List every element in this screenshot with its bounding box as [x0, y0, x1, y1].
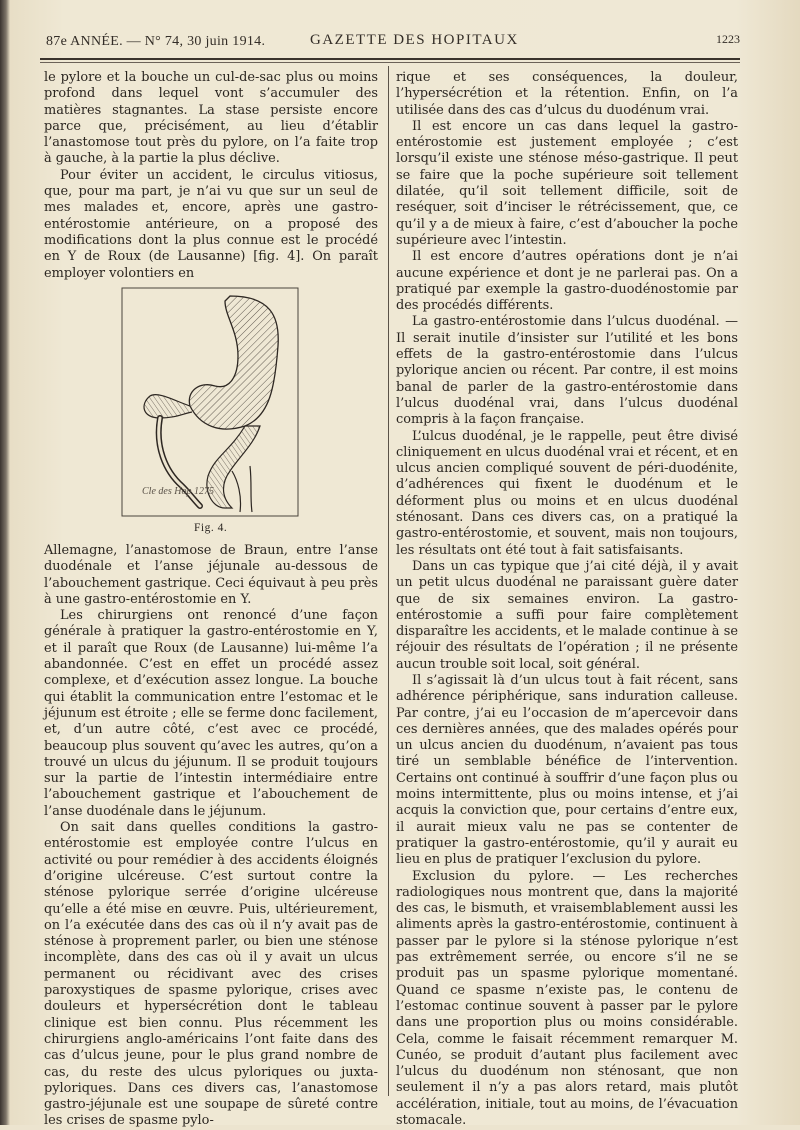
header-rule: [40, 58, 740, 60]
paragraph: Pour éviter un accident, le circulus vitiosus, que, pour ma part, je n’ai vu que sur un seul de mes malades et, encore, après une gastro-entérostomie antérieure, on a proposé des modifications dont la plus connue est le procédé en Y de Roux (de Lausanne) [fig. 4]. On paraît employer volontiers en: [44, 167, 378, 281]
figure-caption: Fig. 4.: [194, 522, 228, 534]
paragraph: L’ulcus duodénal, je le rappelle, peut être divisé cliniquement en ulcus duodénal vrai et récent, et en ulcus ancien compliqué souvent de péri-duodénite, d’adhérences qui fixent le duodénum et le déforment plus ou moins et en ulcus duodénal sténosant. Dans ces divers cas, on a pratiqué la gastro-entérostomie, et souvent, mais non toujours, les résultats ont été tout à fait satisfaisants.: [396, 428, 739, 558]
paragraph: Il est encore d’autres opérations dont je n’ai aucune expérience et dont je ne parlerai pas. On a pratiqué par exemple la gastro-duodénostomie par des procédés différents.: [396, 249, 738, 314]
column-separator: [388, 66, 389, 1096]
issue-line: 87e ANNÉE. — N° 74, 30 juin 1914.: [46, 34, 266, 49]
header-rule-thin: [40, 62, 740, 63]
stomach-roux-y-diagram: [120, 286, 300, 518]
section-paragraph: Exclusion du pylore. — Les recherches radiologiques nous montrent que, dans la majorité des cas, le bismuth, et vraisemblablement aussi les aliments après la gastro-entérostomie, continuent à passer par le pylore si la sténose pylorique n’est pas extrêmement serrée, ou encore s’il ne se produit pas un spasme pylorique momentané. Quand ce spasme n’existe pas, le contenu de l’estomac continue souvent à passer par le pylore dans une proportion plus ou moins considérable. Cela, comme le faisait récemment remarquer M. Cunéo, se produit d’autant plus facilement avec l’ulcus du duodénum non sténosant, que non seulement il n’y a pas alors retard, mais plutôt accélération, initiale, tout au moins, de l’évacuation stomacale.: [396, 868, 738, 1128]
paragraph: Allemagne, l’anastomose de Braun, entre l’anse duodénale et l’anse jéjunale au-dessous de l’abouchement gastrique. Ceci équivaut à peu près à une gastro-entérostomie en Y.: [44, 543, 378, 607]
section-paragraph: La gastro-entérostomie dans l’ulcus duodénal. — Il serait inutile d’insister sur l’utilité et les bons effets de la gastro-entérostomie dans l’ulcus pylorique ancien ou récent. Par contre, il est moins banal de parler de la gastro-entérostomie dans l’ulcus duodénal vrai, dans l’ulcus duodénal compris à la façon française.: [396, 314, 738, 428]
right-column: [396, 70, 738, 1129]
paragraph: Dans un cas typique que j’ai cité déjà, il y avait un petit ulcus duodénal ne paraissant guère dater que de six semaines environ. La gastro-entérostomie a suffi pour faire complètement disparaître les accidents, et le malade continue à se réjouir des résultats de l’opération ; il ne présente aucun trouble soit local, soit général.: [396, 558, 738, 672]
page-binding-edge: [0, 0, 10, 1125]
paragraph: Il est encore un cas dans lequel la gastro-entérostomie est justement employée ; c’est lorsqu’il existe une sténose méso-gastrique. Il peut se faire que la poche supérieure soit tellement dilatée, qu’il soit tellement difficile, soit de reséquer, soit d’inciser le rétrécissement, que, ce qu’il y a de mieux à faire, c’est d’aboucher la poche supérieure avec l’intestin.: [396, 118, 738, 248]
paragraph: le pylore et la bouche un cul-de-sac plus ou moins profond dans lequel vont s’accumuler des matières stagnantes. La stase persiste encore parce que, précisément, au lieu d’établir l’anastomose tout près du pylore, on l’a faite trop à gauche, à la partie la plus déclive.: [44, 70, 378, 167]
page-number: 1223: [716, 32, 740, 46]
running-header: [40, 32, 740, 56]
paragraph: Il s’agissait là d’un ulcus tout à fait récent, sans adhérence périphérique, sans induration calleuse. Par contre, j’ai eu l’occasion de m’apercevoir dans ces dernières années, que des malades opérés pour un ulcus ancien du duodénum, n’avaient pas tous tiré un semblable bénéfice de l’intervention. Certains ont continué à souffrir d’une façon plus ou moins intermittente, plus ou moins intense, et j’ai acquis la conviction que, pour certains d’entre eux, il aurait mieux valu ne pas se contenter de pratiquer la gastro-entérostomie, qu’il y aurait eu lieu en plus de pratiquer l’exclusion du pylore.: [396, 672, 738, 868]
left-column-bottom: [44, 543, 378, 1130]
paragraph: Les chirurgiens ont renoncé d’une façon générale à pratiquer la gastro-entérostomie en Y, et il paraît que Roux (de Lausanne) lui-même l’a abandonnée. C’est en effet un procédé assez complexe, et d’exécution assez longue. La bouche qui établit la communication entre l’estomac et le jéjunum est étroite ; elle se ferme donc facilement, et, d’un autre côté, c’est avec ce procédé, beaucoup plus souvent qu’avec les autres, qu’on a trouvé un ulcus du jéjunum. Il se produit toujours sur la partie de l’intestin intermédiaire entre l’abouchement gastrique et l’abouchement de l’anse duodénale dans le jéjunum.: [44, 608, 378, 819]
paragraph: rique et ses conséquences, la douleur, l’hypersécrétion et la rétention. Enfin, on l’a utilisée dans des cas d’ulcus du duodénum vrai.: [396, 70, 738, 118]
figure-4-illustration: [120, 286, 300, 518]
figure-inscription: Cle des Hop 1275: [142, 486, 214, 497]
journal-title: GAZETTE DES HOPITAUX: [310, 32, 519, 48]
paragraph: On sait dans quelles conditions la gastro-entérostomie est employée contre l’ulcus en activité ou pour remédier à des accidents éloignés d’origine ulcéreuse. C’est surtout contre la sténose pylorique serrée d’origine ulcéreuse qu’elle a été mise en œuvre. Puis, ultérieurement, on l’a exécutée dans des cas où il n’y avait pas de sténose à proprement parler, ou bien une sténose incomplète, dans des cas où il y avait un ulcus permanent ou récidivant avec des crises paroxystiques de spasme pylorique, crises avec douleurs et hypersécrétion dont le tableau clinique est bien connu. Plus récemment les chirurgiens anglo-américains l’ont faite dans des cas d’ulcus jeune, pour le plus grand nombre de cas, du reste des ulcus pyloriques ou juxta-pyloriques. Dans ces divers cas, l’anastomose gastro-jéjunale est une soupape de sûreté contre les crises de spasme pylo-: [44, 820, 378, 1129]
left-column-top: [44, 70, 378, 282]
